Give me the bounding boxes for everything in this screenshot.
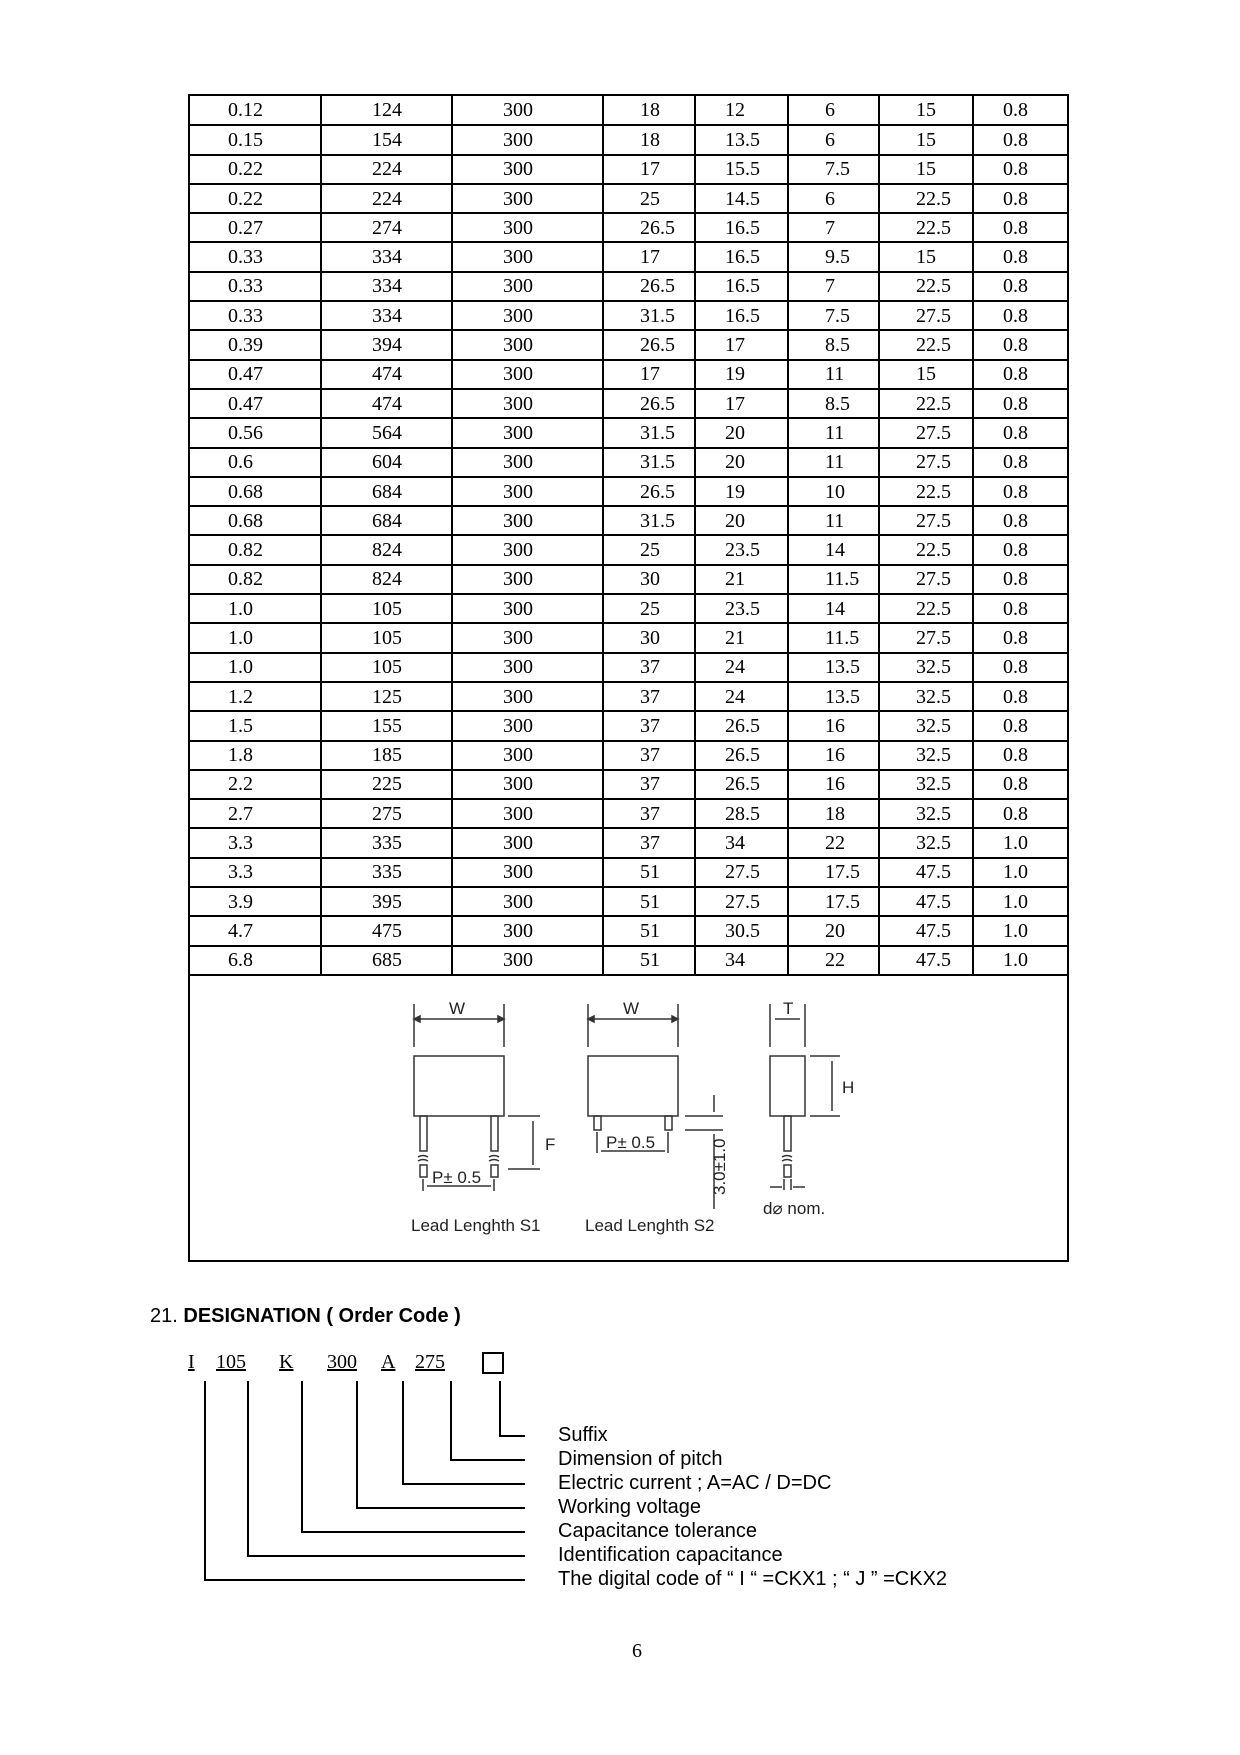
table-cell: 23.5: [695, 535, 788, 564]
f-label: F: [545, 1135, 556, 1154]
table-cell: 0.47: [190, 389, 321, 418]
table-cell: 154: [321, 125, 452, 154]
table-cell: 0.8: [973, 360, 1067, 389]
table-cell: 300: [452, 916, 603, 945]
table-cell: 0.8: [973, 155, 1067, 184]
table-cell: 475: [321, 916, 452, 945]
table-cell: 225: [321, 770, 452, 799]
table-cell: 20: [788, 916, 879, 945]
table-cell: 105: [321, 623, 452, 652]
legend-voltage: Working voltage: [558, 1496, 702, 1518]
table-cell: 300: [452, 594, 603, 623]
table-cell: 34: [695, 828, 788, 857]
table-cell: 20: [695, 506, 788, 535]
table-cell: 22: [788, 828, 879, 857]
table-cell: 3.3: [190, 858, 321, 887]
table-cell: 26.5: [603, 477, 695, 506]
table-cell: 1.8: [190, 741, 321, 770]
table-cell: 564: [321, 418, 452, 447]
t-label: T: [783, 999, 794, 1018]
table-cell: 30.5: [695, 916, 788, 945]
table-cell: 0.8: [973, 213, 1067, 242]
table-cell: 27.5: [879, 565, 973, 594]
table-cell: 11: [788, 448, 879, 477]
table-cell: 0.8: [973, 477, 1067, 506]
table-cell: 275: [321, 799, 452, 828]
table-cell: 300: [452, 301, 603, 330]
h-label: H: [842, 1078, 855, 1097]
table-cell: 12: [695, 96, 788, 125]
table-cell: 11: [788, 506, 879, 535]
table-cell: 22.5: [879, 184, 973, 213]
table-cell: 11.5: [788, 623, 879, 652]
table-cell: 300: [452, 272, 603, 301]
table-cell: 0.8: [973, 682, 1067, 711]
table-cell: 300: [452, 213, 603, 242]
table-cell: 27.5: [879, 506, 973, 535]
table-cell: 474: [321, 389, 452, 418]
table-cell: 15: [879, 96, 973, 125]
pitch-label-s1: P± 0.5: [432, 1168, 482, 1187]
table-cell: 32.5: [879, 770, 973, 799]
table-cell: 0.8: [973, 565, 1067, 594]
table-cell: 7: [788, 213, 879, 242]
table-cell: 37: [603, 770, 695, 799]
lead-length-tolerance: 3.0±1.0: [710, 1138, 729, 1195]
table-cell: 685: [321, 946, 452, 975]
legend-tolerance: Capacitance tolerance: [558, 1520, 758, 1542]
code-part-pitch: 275: [415, 1351, 445, 1373]
table-cell: 300: [452, 711, 603, 740]
table-cell: 0.22: [190, 155, 321, 184]
table-cell: 19: [695, 477, 788, 506]
table-cell: 27.5: [695, 858, 788, 887]
table-cell: 0.8: [973, 653, 1067, 682]
table-cell: 16: [788, 711, 879, 740]
table-cell: 0.47: [190, 360, 321, 389]
legend-capacitance: Identification capacitance: [558, 1544, 783, 1566]
table-cell: 0.8: [973, 330, 1067, 359]
table-cell: 824: [321, 565, 452, 594]
table-cell: 24: [695, 653, 788, 682]
table-cell: 47.5: [879, 916, 973, 945]
table-cell: 22: [788, 946, 879, 975]
table-cell: 22.5: [879, 389, 973, 418]
legend-pitch: Dimension of pitch: [558, 1448, 723, 1470]
table-cell: 17: [603, 155, 695, 184]
table-cell: 224: [321, 184, 452, 213]
table-cell: 2.7: [190, 799, 321, 828]
table-cell: 300: [452, 418, 603, 447]
table-cell: 125: [321, 682, 452, 711]
table-cell: 274: [321, 213, 452, 242]
pitch-label-s2: P± 0.5: [606, 1133, 656, 1152]
table-cell: 300: [452, 741, 603, 770]
table-cell: 6.8: [190, 946, 321, 975]
table-cell: 300: [452, 506, 603, 535]
table-cell: 10: [788, 477, 879, 506]
table-cell: 18: [603, 96, 695, 125]
table-cell: 26.5: [695, 741, 788, 770]
table-cell: 16: [788, 741, 879, 770]
table-cell: 19: [695, 360, 788, 389]
table-cell: 17: [603, 360, 695, 389]
table-cell: 300: [452, 946, 603, 975]
table-cell: 7.5: [788, 155, 879, 184]
table-cell: 185: [321, 741, 452, 770]
table-cell: 300: [452, 330, 603, 359]
table-cell: 15: [879, 360, 973, 389]
table-cell: 25: [603, 184, 695, 213]
table-cell: 0.8: [973, 623, 1067, 652]
table-cell: 2.2: [190, 770, 321, 799]
table-cell: 51: [603, 946, 695, 975]
table-cell: 21: [695, 623, 788, 652]
table-cell: 604: [321, 448, 452, 477]
table-cell: 15.5: [695, 155, 788, 184]
table-cell: 22.5: [879, 272, 973, 301]
table-cell: 0.8: [973, 799, 1067, 828]
table-cell: 14: [788, 535, 879, 564]
table-cell: 300: [452, 360, 603, 389]
code-part-voltage: 300: [327, 1351, 357, 1373]
table-cell: 51: [603, 887, 695, 916]
table-cell: 300: [452, 184, 603, 213]
caption-lead-length-s2: Lead Lenghth S2: [585, 1216, 715, 1235]
table-cell: 31.5: [603, 418, 695, 447]
table-cell: 0.8: [973, 594, 1067, 623]
table-cell: 32.5: [879, 682, 973, 711]
table-cell: 335: [321, 828, 452, 857]
table-cell: 4.7: [190, 916, 321, 945]
table-cell: 14.5: [695, 184, 788, 213]
table-cell: 34: [695, 946, 788, 975]
table-cell: 0.15: [190, 125, 321, 154]
table-cell: 300: [452, 96, 603, 125]
table-cell: 0.33: [190, 301, 321, 330]
table-cell: 15: [879, 242, 973, 271]
table-cell: 395: [321, 887, 452, 916]
table-cell: 0.8: [973, 242, 1067, 271]
table-cell: 51: [603, 858, 695, 887]
table-cell: 16: [788, 770, 879, 799]
table-cell: 27.5: [879, 623, 973, 652]
table-cell: 334: [321, 242, 452, 271]
table-cell: 21: [695, 565, 788, 594]
table-cell: 9.5: [788, 242, 879, 271]
table-cell: 684: [321, 506, 452, 535]
table-cell: 0.12: [190, 96, 321, 125]
table-cell: 0.82: [190, 535, 321, 564]
table-cell: 0.8: [973, 125, 1067, 154]
table-cell: 11: [788, 360, 879, 389]
table-cell: 0.6: [190, 448, 321, 477]
table-cell: 300: [452, 887, 603, 916]
table-cell: 16.5: [695, 272, 788, 301]
legend-digital-code: The digital code of “ I “ =CKX1 ; “ J ” =CKX2: [558, 1568, 948, 1590]
table-cell: 1.0: [190, 623, 321, 652]
table-cell: 0.68: [190, 477, 321, 506]
table-cell: 17: [603, 242, 695, 271]
table-cell: 24: [695, 682, 788, 711]
table-cell: 13.5: [788, 682, 879, 711]
table-cell: 0.68: [190, 506, 321, 535]
table-cell: 0.22: [190, 184, 321, 213]
table-cell: 0.8: [973, 272, 1067, 301]
table-cell: 0.8: [973, 741, 1067, 770]
table-cell: 824: [321, 535, 452, 564]
section-title: DESIGNATION ( Order Code ): [183, 1305, 461, 1327]
table-cell: 300: [452, 653, 603, 682]
table-cell: 22.5: [879, 330, 973, 359]
table-cell: 474: [321, 360, 452, 389]
table-cell: 1.5: [190, 711, 321, 740]
table-cell: 0.8: [973, 418, 1067, 447]
table-cell: 6: [788, 184, 879, 213]
table-cell: 1.0: [973, 828, 1067, 857]
table-cell: 1.0: [973, 916, 1067, 945]
table-cell: 1.0: [973, 858, 1067, 887]
table-cell: 20: [695, 448, 788, 477]
table-cell: 0.8: [973, 770, 1067, 799]
table-cell: 32.5: [879, 828, 973, 857]
table-cell: 105: [321, 594, 452, 623]
table-cell: 18: [603, 125, 695, 154]
table-cell: 26.5: [695, 711, 788, 740]
table-cell: 32.5: [879, 741, 973, 770]
table-cell: 300: [452, 242, 603, 271]
table-cell: 47.5: [879, 946, 973, 975]
code-part-capacitance: 105: [216, 1351, 246, 1373]
table-cell: 0.8: [973, 96, 1067, 125]
table-cell: 32.5: [879, 653, 973, 682]
table-cell: 47.5: [879, 858, 973, 887]
table-cell: 0.39: [190, 330, 321, 359]
table-cell: 1.0: [190, 594, 321, 623]
table-cell: 1.0: [190, 653, 321, 682]
table-cell: 17: [695, 389, 788, 418]
table-cell: 0.33: [190, 272, 321, 301]
table-cell: 47.5: [879, 887, 973, 916]
table-cell: 13.5: [788, 653, 879, 682]
table-cell: 0.33: [190, 242, 321, 271]
w-label-s1: W: [449, 999, 466, 1018]
table-cell: 684: [321, 477, 452, 506]
table-cell: 31.5: [603, 506, 695, 535]
table-cell: 0.8: [973, 184, 1067, 213]
table-cell: 26.5: [603, 330, 695, 359]
table-cell: 0.8: [973, 389, 1067, 418]
table-cell: 0.8: [973, 301, 1067, 330]
table-cell: 15: [879, 125, 973, 154]
table-cell: 16.5: [695, 242, 788, 271]
table-cell: 6: [788, 96, 879, 125]
table-cell: 26.5: [603, 272, 695, 301]
table-cell: 105: [321, 653, 452, 682]
table-cell: 1.2: [190, 682, 321, 711]
table-cell: 8.5: [788, 330, 879, 359]
table-cell: 51: [603, 916, 695, 945]
table-cell: 300: [452, 389, 603, 418]
table-cell: 22.5: [879, 594, 973, 623]
table-cell: 300: [452, 448, 603, 477]
table-cell: 37: [603, 682, 695, 711]
table-cell: 22.5: [879, 535, 973, 564]
table-cell: 22.5: [879, 477, 973, 506]
table-cell: 3.3: [190, 828, 321, 857]
table-cell: 11: [788, 418, 879, 447]
table-cell: 334: [321, 301, 452, 330]
table-cell: 1.0: [973, 946, 1067, 975]
table-cell: 300: [452, 858, 603, 887]
table-cell: 13.5: [695, 125, 788, 154]
table-cell: 0.8: [973, 448, 1067, 477]
table-cell: 18: [788, 799, 879, 828]
table-cell: 11.5: [788, 565, 879, 594]
table-cell: 0.8: [973, 506, 1067, 535]
legend-current: Electric current ; A=AC / D=DC: [558, 1472, 832, 1494]
table-cell: 30: [603, 623, 695, 652]
section-number: 21.: [150, 1305, 178, 1327]
table-cell: 26.5: [603, 389, 695, 418]
table-cell: 14: [788, 594, 879, 623]
table-cell: 300: [452, 155, 603, 184]
table-cell: 37: [603, 741, 695, 770]
table-cell: 300: [452, 770, 603, 799]
table-cell: 31.5: [603, 448, 695, 477]
table-cell: 16.5: [695, 213, 788, 242]
table-cell: 23.5: [695, 594, 788, 623]
table-cell: 335: [321, 858, 452, 887]
table-cell: 0.8: [973, 535, 1067, 564]
table-cell: 17.5: [788, 858, 879, 887]
table-cell: 1.0: [973, 887, 1067, 916]
table-cell: 37: [603, 711, 695, 740]
legend-suffix: Suffix: [558, 1424, 608, 1446]
table-cell: 300: [452, 828, 603, 857]
table-cell: 7: [788, 272, 879, 301]
code-part-tolerance: K: [279, 1351, 294, 1373]
table-cell: 27.5: [879, 448, 973, 477]
table-cell: 26.5: [695, 770, 788, 799]
table-cell: 6: [788, 125, 879, 154]
table-cell: 26.5: [603, 213, 695, 242]
table-cell: 31.5: [603, 301, 695, 330]
table-cell: 37: [603, 828, 695, 857]
table-cell: 30: [603, 565, 695, 594]
page-number: 6: [632, 1640, 642, 1662]
code-part-series: I: [188, 1351, 195, 1373]
table-cell: 300: [452, 623, 603, 652]
table-cell: 25: [603, 535, 695, 564]
table-cell: 155: [321, 711, 452, 740]
table-cell: 20: [695, 418, 788, 447]
table-cell: 32.5: [879, 799, 973, 828]
lead-diameter-label: d⌀ nom.: [763, 1199, 826, 1218]
table-cell: 0.56: [190, 418, 321, 447]
table-cell: 224: [321, 155, 452, 184]
table-cell: 300: [452, 535, 603, 564]
table-cell: 3.9: [190, 887, 321, 916]
table-cell: 28.5: [695, 799, 788, 828]
table-cell: 32.5: [879, 711, 973, 740]
table-cell: 124: [321, 96, 452, 125]
table-cell: 27.5: [879, 418, 973, 447]
table-cell: 300: [452, 799, 603, 828]
table-cell: 300: [452, 125, 603, 154]
table-cell: 27.5: [695, 887, 788, 916]
table-cell: 37: [603, 653, 695, 682]
code-part-current: A: [381, 1351, 396, 1373]
table-cell: 0.27: [190, 213, 321, 242]
table-cell: 22.5: [879, 213, 973, 242]
table-cell: 300: [452, 565, 603, 594]
table-cell: 8.5: [788, 389, 879, 418]
table-cell: 16.5: [695, 301, 788, 330]
table-cell: 334: [321, 272, 452, 301]
w-label-s2: W: [623, 999, 640, 1018]
table-cell: 15: [879, 155, 973, 184]
table-cell: 25: [603, 594, 695, 623]
caption-lead-length-s1: Lead Lenghth S1: [411, 1216, 541, 1235]
table-cell: 7.5: [788, 301, 879, 330]
table-cell: 0.82: [190, 565, 321, 594]
table-cell: 300: [452, 477, 603, 506]
table-cell: 300: [452, 682, 603, 711]
table-cell: 394: [321, 330, 452, 359]
table-cell: 17.5: [788, 887, 879, 916]
table-cell: 27.5: [879, 301, 973, 330]
table-cell: 0.8: [973, 711, 1067, 740]
table-cell: 37: [603, 799, 695, 828]
table-cell: 17: [695, 330, 788, 359]
